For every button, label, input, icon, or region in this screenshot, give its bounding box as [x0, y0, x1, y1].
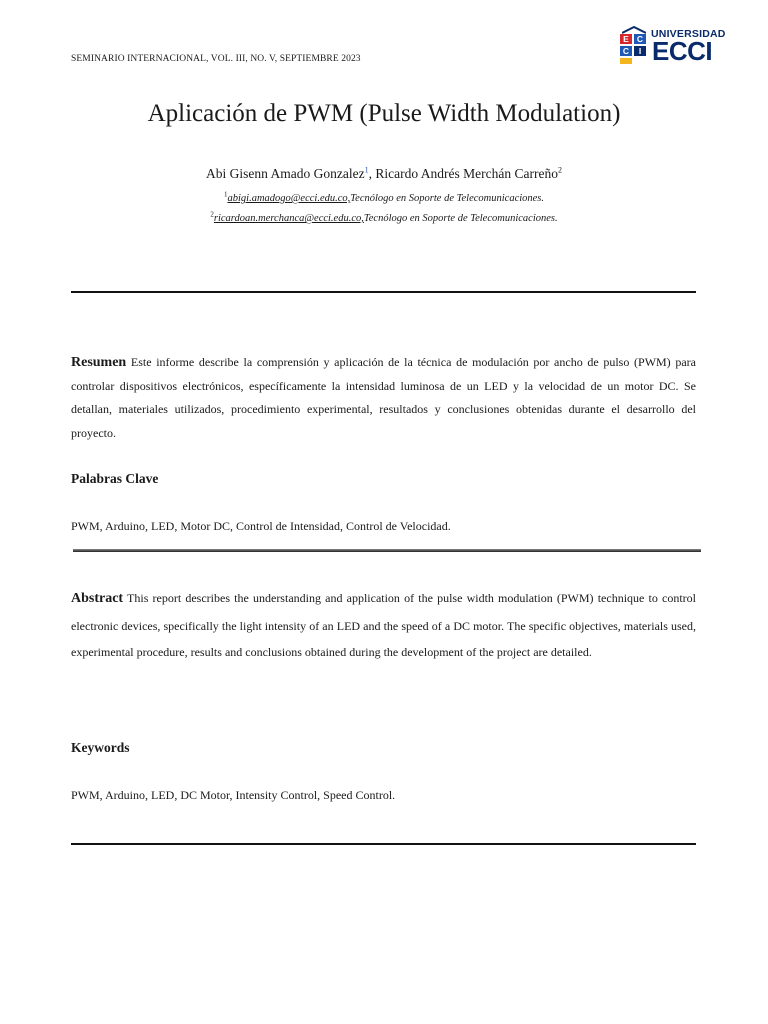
logo-brand-word: ECCI — [652, 36, 713, 66]
logo-cell-c1: C — [634, 34, 646, 44]
abstract-text: This report describes the understanding and application of the pulse width modulation (PWM) technique to control electronic devices, specifically the light intensity of an LED and the speed of a DC motor. The specific objectives, materials used, experimental procedure, results and conclusions obtained during the development of the project are detailed. — [71, 591, 696, 659]
affiliation-2 — [0, 210, 768, 224]
logo-cell-i: I — [634, 46, 646, 56]
author-2-sup: 2 — [557, 165, 562, 175]
resumen-label: Resumen — [71, 355, 127, 370]
keywords-text: PWM, Arduino, LED, DC Motor, Intensity Control, Speed Control. — [71, 788, 396, 802]
author-1: Abi Gisenn Amado Gonzalez — [206, 166, 365, 181]
paper-title: Aplicación de PWM (Pulse Width Modulation) — [147, 100, 621, 127]
author-line — [0, 166, 768, 182]
affiliation-1-email[interactable]: abigi.amadogo@ecci.edu.co, — [227, 193, 351, 204]
affiliation-1-role: Tecnólogo en Soporte de Telecomunicaciones. — [350, 193, 545, 204]
journal-header: SEMINARIO INTERNACIONAL, VOL. III, NO. V, SEPTIEMBRE 2023 — [71, 54, 361, 64]
author-2: Ricardo Andrés Merchán Carreño — [375, 166, 558, 181]
section-divider-1 — [71, 291, 696, 293]
section-divider-2 — [73, 549, 701, 552]
palabras-clave-text: PWM, Arduino, LED, Motor DC, Control de Intensidad, Control de Velocidad. — [71, 519, 451, 533]
author-separator: , — [368, 166, 376, 181]
affiliation-2-sup: 2 — [210, 210, 214, 219]
resumen-paragraph — [71, 351, 696, 445]
affiliation-1 — [0, 190, 768, 204]
logo-cell-e: E — [620, 34, 632, 44]
author-1-sup: 1 — [364, 165, 369, 175]
abstract-paragraph — [71, 585, 696, 666]
affiliation-2-role: Tecnólogo en Soporte de Telecomunicaciones. — [363, 213, 558, 224]
abstract-label: Abstract — [71, 591, 124, 606]
resumen-text: Este informe describe la comprensión y aplicación de la técnica de modulación por ancho de pulso (PWM) para controlar dispositivos electrónicos, específicamente la intensidad luminosa de un LED y la velocidad de un motor DC. Se detallan, materiales utilizados, procedimiento experimental, resultados y conclusiones obtenidas durante el desarrollo del proyecto. — [71, 355, 696, 440]
university-logo — [620, 26, 728, 66]
logo-university-word: UNIVERSIDAD — [651, 28, 726, 40]
logo-roof-icon — [622, 26, 646, 34]
affiliation-2-email[interactable]: ricardoan.merchanca@ecci.edu.co, — [213, 213, 364, 224]
affiliation-1-sup: 1 — [223, 190, 228, 199]
keywords-heading: Keywords — [71, 740, 130, 755]
palabras-clave-heading: Palabras Clave — [71, 471, 159, 486]
section-divider-3 — [71, 843, 696, 845]
logo-cell-c2: C — [620, 46, 632, 56]
logo-mark-icon — [620, 28, 648, 64]
logo-accent-bar — [620, 58, 632, 64]
